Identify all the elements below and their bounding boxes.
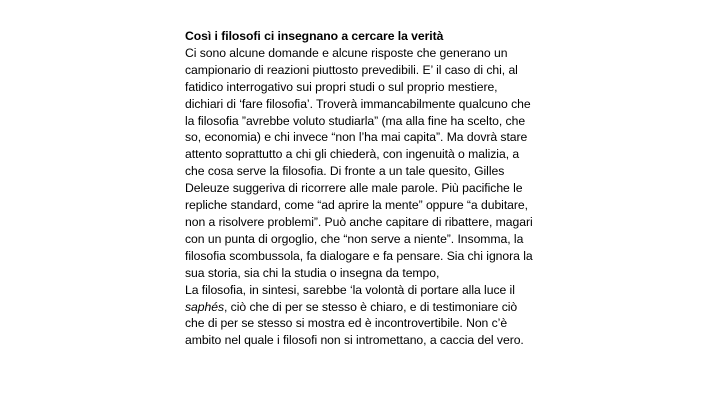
paragraph-2	[185, 282, 535, 350]
paragraph-2-text-end: , ciò che di per se stesso è chiaro, e di testimoniare ciò che di per se stesso si mostra ed è incontrovertibile. Non c’è ambito nel quale i filosofi non si intromettano, a caccia del vero.	[185, 299, 524, 348]
text-block	[185, 28, 535, 349]
paragraph-1: Ci sono alcune domande e alcune risposte che generano un campionario di reazioni piuttosto prevedibili. E’ il caso di chi, al fatidico interrogativo sui propri studi o sul proprio mestiere, dichiari di ‘fare filosofia’. Troverà immancabilmente qualcuno che la filosofia ”avrebbe voluto studiarla” (ma alla fine ha scelto, che so, economia) e chi invece “non l’ha mai capita”. Ma dovrà stare attento soprattutto a chi gli chiederà, con ingenuità o malizia, a che cosa serve la filosofia. Di fronte a un tale quesito, Gilles Deleuze suggeriva di ricorrere alle male parole. Più pacifiche le repliche standard, come “ad aprire la mente” oppure “a dubitare, non a risolvere problemi”. Può anche capitare di ribattere, magari con un punta di orgoglio, che “non serve a niente”. Insomma, la filosofia scombussola, fa dialogare e fa pensare. Sia chi ignora la sua storia, sia chi la studia o insegna da tempo,	[185, 45, 533, 280]
slide-title: Così i filosofi ci insegnano a cercare la verità	[185, 29, 444, 43]
paragraph-2-italic-term: saphés	[185, 299, 224, 314]
paragraph-2-text-start: La filosofia, in sintesi, sarebbe ‘la volontà di portare alla luce il	[185, 282, 515, 297]
